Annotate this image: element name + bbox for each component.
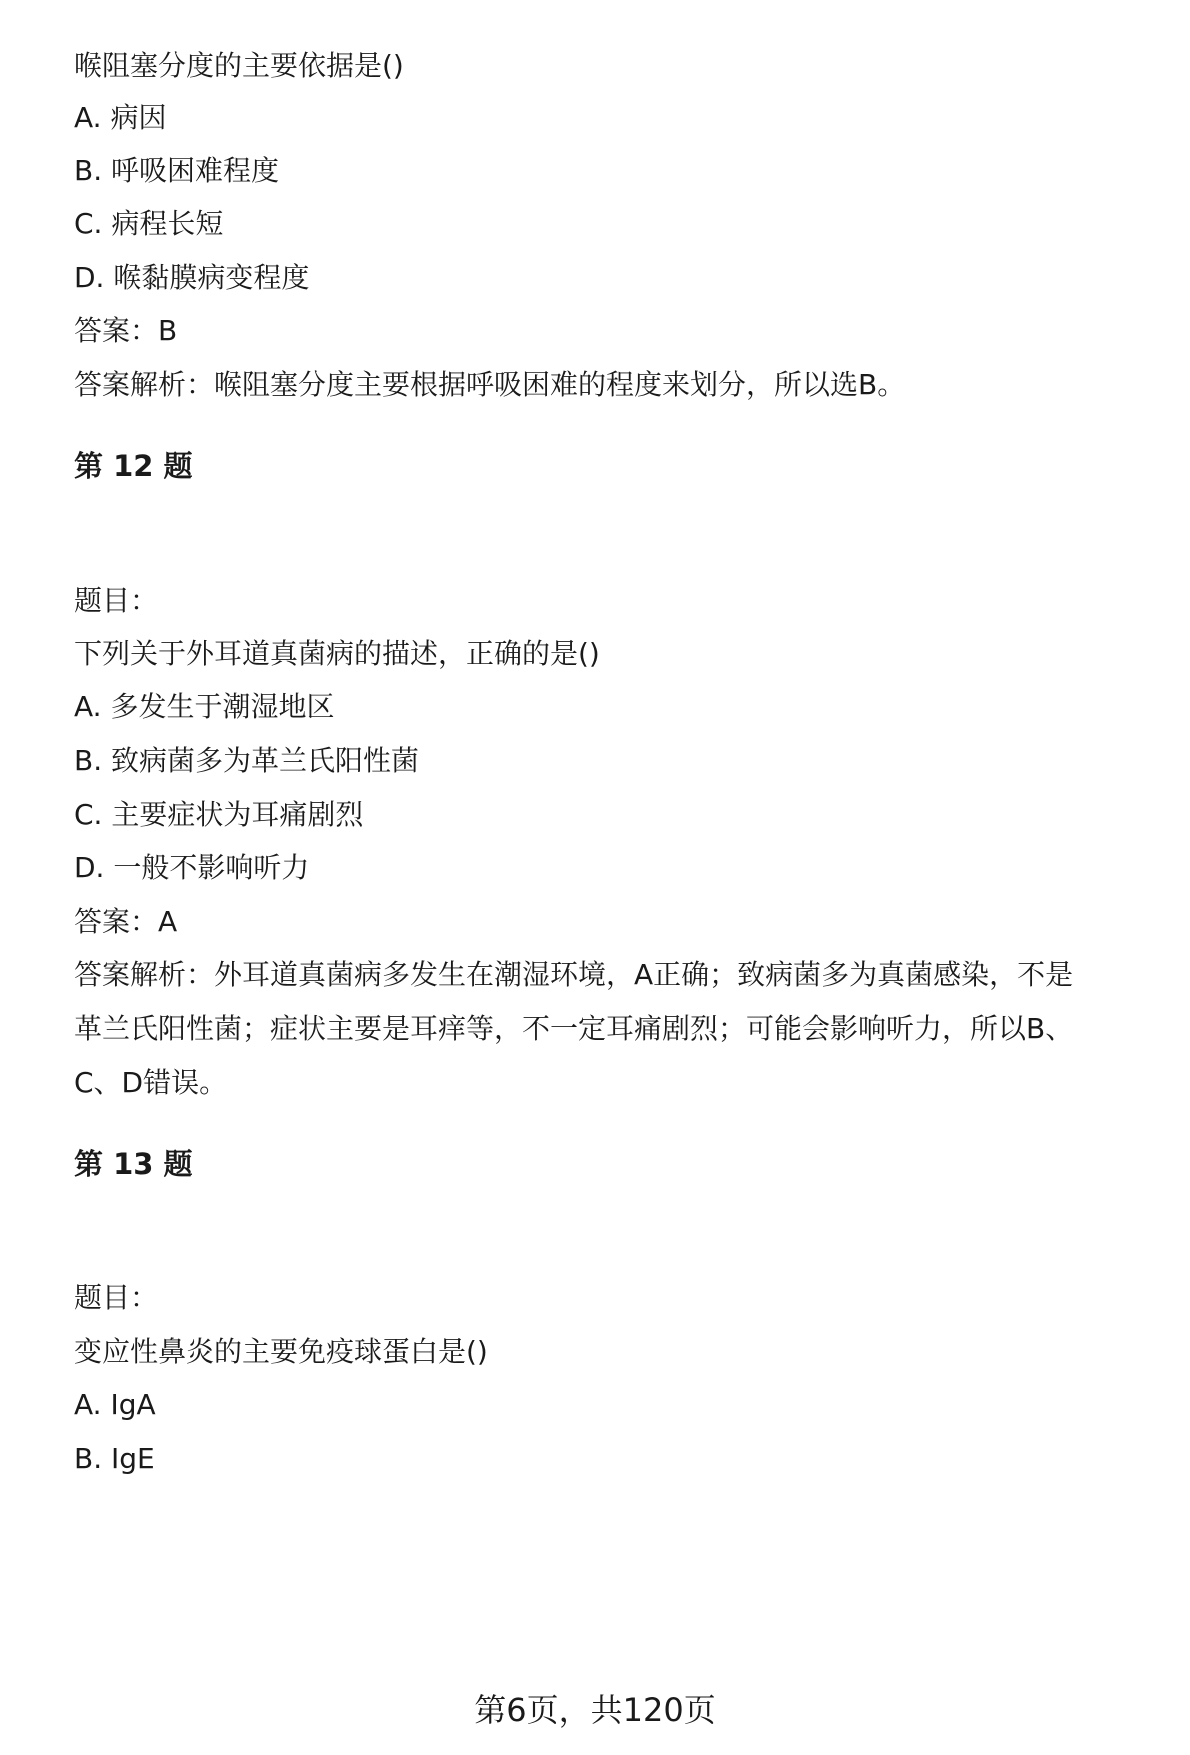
q12-explanation-line-3: C、D错误。 xyxy=(74,1066,228,1099)
q12-option-c: C. 主要症状为耳痛剧烈 xyxy=(74,798,364,831)
q11-option-b: B. 呼吸困难程度 xyxy=(74,154,280,187)
q11-option-d: D. 喉黏膜病变程度 xyxy=(74,261,310,294)
q11-explanation: 答案解析：喉阻塞分度主要根据呼吸困难的程度来划分，所以选B。 xyxy=(74,368,906,401)
page-indicator: 第6页，共120页 xyxy=(474,1691,716,1729)
q11-stem: 喉阻塞分度的主要依据是() xyxy=(74,49,404,82)
q13-label: 题目： xyxy=(74,1281,159,1314)
q13-option-b: B. IgE xyxy=(74,1442,155,1475)
q13-option-a: A. IgA xyxy=(74,1388,156,1421)
q13-heading: 第 13 题 xyxy=(74,1147,193,1181)
q12-option-b: B. 致病菌多为革兰氏阳性菌 xyxy=(74,744,420,777)
q12-explanation-line-2: 革兰氏阳性菌；症状主要是耳痒等，不一定耳痛剧烈；可能会影响听力，所以B、 xyxy=(74,1012,1074,1045)
q11-answer: 答案：B xyxy=(74,314,178,347)
q12-explanation-line-1: 答案解析：外耳道真菌病多发生在潮湿环境，A正确；致病菌多为真菌感染，不是 xyxy=(74,958,1074,991)
q12-label: 题目： xyxy=(74,584,159,617)
q11-option-a: A. 病因 xyxy=(74,101,167,134)
q12-option-d: D. 一般不影响听力 xyxy=(74,851,310,884)
q12-option-a: A. 多发生于潮湿地区 xyxy=(74,690,335,723)
q12-answer: 答案：A xyxy=(74,905,178,938)
q12-stem: 下列关于外耳道真菌病的描述，正确的是() xyxy=(74,637,600,670)
q12-heading: 第 12 题 xyxy=(74,449,193,483)
q11-option-c: C. 病程长短 xyxy=(74,207,224,240)
q13-stem: 变应性鼻炎的主要免疫球蛋白是() xyxy=(74,1335,488,1368)
